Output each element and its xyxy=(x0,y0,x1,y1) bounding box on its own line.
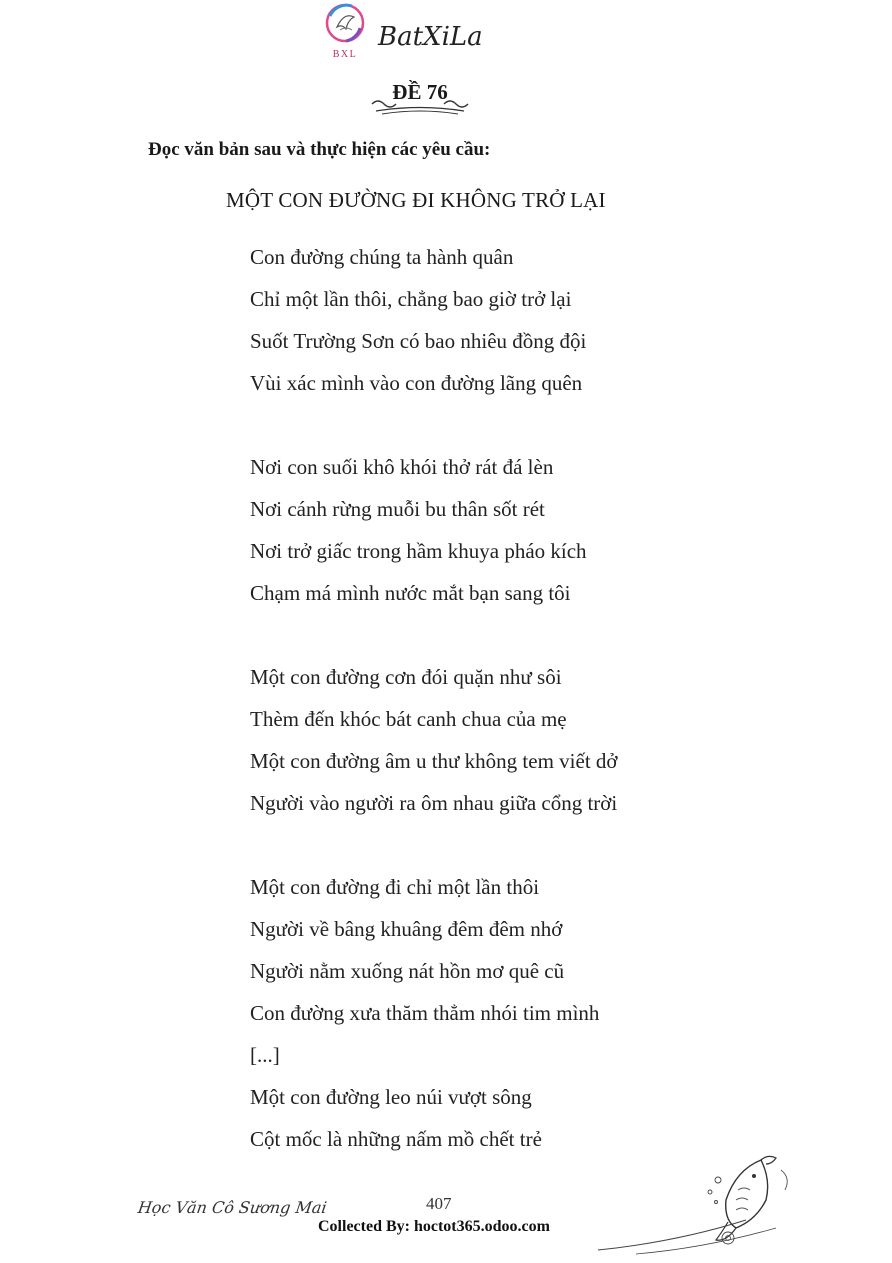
poem-line: Thèm đến khóc bát canh chua của mẹ xyxy=(250,707,567,731)
poem-line: Chạm má mình nước mắt bạn sang tôi xyxy=(250,581,571,605)
poem-line: Con đường chúng ta hành quân xyxy=(250,245,514,269)
poem-line: Con đường xưa thăm thẳm nhói tim mình xyxy=(250,1001,600,1025)
poem-line: Một con đường âm u thư không tem viết dở xyxy=(250,749,618,773)
poem-title: MỘT CON ĐƯỜNG ĐI KHÔNG TRỞ LẠI xyxy=(226,188,606,212)
poem-line: Nơi con suối khô khói thở rát đá lèn xyxy=(250,455,554,479)
poem-line: Suốt Trường Sơn có bao nhiêu đồng đội xyxy=(250,329,587,353)
stanza xyxy=(250,866,810,1160)
poem-line: Nơi cánh rừng muỗi bu thân sốt rét xyxy=(250,497,545,521)
poem-body xyxy=(250,236,810,1160)
instruction-text: Đọc văn bản sau và thực hiện các yêu cầu: xyxy=(148,139,491,160)
poem-line: Một con đường đi chỉ một lần thôi xyxy=(250,875,540,899)
poem-line: Chỉ một lần thôi, chẳng bao giờ trở lại xyxy=(250,287,572,311)
book-title-footer: Học Văn Cô Sương Mai xyxy=(136,1198,328,1217)
page-number: 407 xyxy=(426,1194,452,1213)
exam-title: ĐỀ 76 xyxy=(392,80,448,104)
collected-by-watermark: Collected By: hoctot365.odoo.com xyxy=(318,1218,550,1235)
poem-line: Nơi trở giấc trong hầm khuya pháo kích xyxy=(250,539,587,563)
stanza-gap xyxy=(250,824,810,866)
poem-ellipsis: [...] xyxy=(250,1043,280,1067)
brand-text: BatXiLa xyxy=(378,22,483,52)
koi-fish-icon xyxy=(596,1150,806,1260)
poem-line: Một con đường cơn đói quặn như sôi xyxy=(250,665,562,689)
stanza-gap xyxy=(250,404,810,446)
bxl-logo-icon xyxy=(322,2,368,64)
poem-line: Người về bâng khuâng đêm đêm nhớ xyxy=(250,917,563,941)
stanza-gap xyxy=(250,614,810,656)
poem-line: Vùi xác mình vào con đường lãng quên xyxy=(250,371,583,395)
stanza xyxy=(250,236,810,404)
stanza xyxy=(250,656,810,824)
poem-line: Cột mốc là những nấm mồ chết trẻ xyxy=(250,1127,542,1151)
stanza xyxy=(250,446,810,614)
poem-line: Người nằm xuống nát hồn mơ quê cũ xyxy=(250,959,565,983)
logo-caption: BXL xyxy=(332,49,358,60)
poem-line: Một con đường leo núi vượt sông xyxy=(250,1085,532,1109)
poem-line: Người vào người ra ôm nhau giữa cổng trời xyxy=(250,791,618,815)
